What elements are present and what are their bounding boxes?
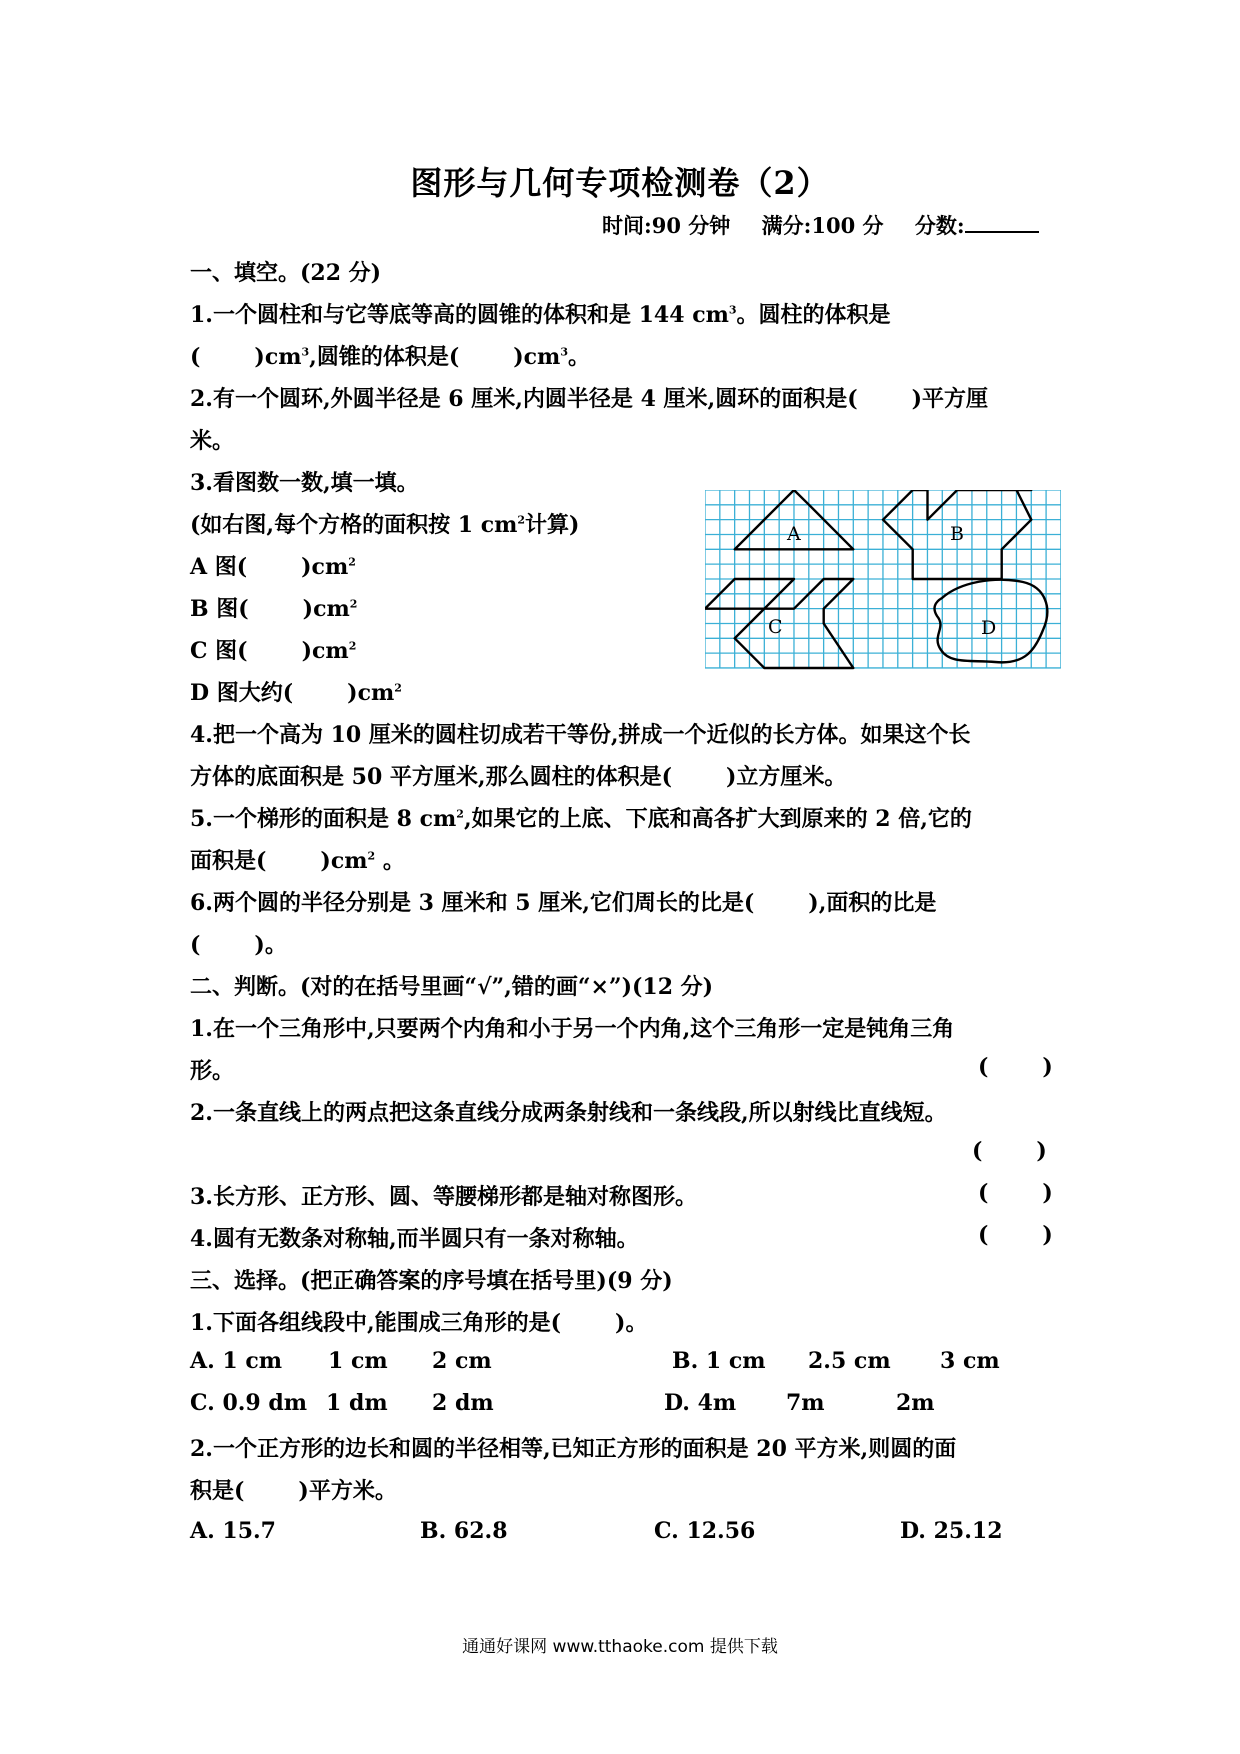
s1-question-1-answers: ( )$cm^3$,圆锥的体积是( )$cm^3$。 bbox=[190, 344, 591, 370]
s3-q1-option-a[interactable]: A. 1 cm bbox=[190, 1348, 283, 1374]
s1-question-6: 6.两个圆的半径分别是 3 厘米和 5 厘米,它们周长的比是( ),面积的比是 bbox=[190, 890, 937, 916]
s1-q3-b: B 图( )$cm^2$ bbox=[190, 596, 358, 622]
section3-heading: 三、选择。(把正确答案的序号填在括号里)(9 分) bbox=[190, 1268, 673, 1294]
s2-question-1-cont: 形。 bbox=[190, 1058, 235, 1084]
shape-label-a: A bbox=[787, 523, 801, 545]
s3-q1-option-a-3: 2 cm bbox=[432, 1348, 492, 1374]
score-label: 分数: bbox=[914, 213, 965, 238]
s1-question-5-cont: 面积是( )$cm^2$ 。 bbox=[190, 848, 405, 874]
s1-question-4-cont: 方体的底面积是 50 平方厘米,那么圆柱的体积是( )立方厘米。 bbox=[190, 764, 847, 790]
shape-label-d: D bbox=[981, 617, 997, 639]
s3-q1-option-b-3: 3 cm bbox=[940, 1348, 1000, 1374]
s3-q2-option-b[interactable]: B. 62.8 bbox=[420, 1518, 508, 1544]
s3-q1-option-c-2: 1 dm bbox=[326, 1390, 388, 1416]
s1-question-6-cont: ( )。 bbox=[190, 932, 287, 958]
s3-q1-option-c[interactable]: C. 0.9 dm bbox=[190, 1390, 308, 1416]
s1-q3-c: C 图( )$cm^2$ bbox=[190, 638, 357, 664]
s1-question-3-note: (如右图,每个方格的面积按 1 $cm^2$计算) bbox=[190, 512, 580, 538]
s2-question-3: 3.长方形、正方形、圆、等腰梯形都是轴对称图形。 bbox=[190, 1184, 697, 1210]
s2-question-2: 2.一条直线上的两点把这条直线分成两条射线和一条线段,所以射线比直线短。 bbox=[190, 1100, 947, 1126]
section2-heading: 二、判断。(对的在括号里画“√”,错的画“×”)(12 分) bbox=[190, 974, 714, 1000]
exam-time: 时间:90 分钟 bbox=[602, 213, 731, 238]
exam-full-score: 满分:100 分 bbox=[761, 213, 884, 238]
exam-meta bbox=[602, 210, 1039, 240]
s1-q3-d: D 图大约( )$cm^2$ bbox=[190, 680, 402, 706]
s3-q1-option-b-2: 2.5 cm bbox=[808, 1348, 891, 1374]
s1-question-4: 4.把一个高为 10 厘米的圆柱切成若干等份,拼成一个近似的长方体。如果这个长 bbox=[190, 722, 971, 748]
s3-q1-option-c-3: 2 dm bbox=[432, 1390, 494, 1416]
s1-question-5: 5.一个梯形的面积是 8 $cm^2$,如果它的上底、下底和高各扩大到原来的 2 倍,它的 bbox=[190, 806, 972, 832]
section1-heading: 一、填空。(22 分) bbox=[190, 260, 382, 286]
s3-q2-option-d[interactable]: D. 25.12 bbox=[900, 1518, 1003, 1544]
s3-question-1: 1.下面各组线段中,能围成三角形的是( )。 bbox=[190, 1310, 648, 1336]
shape-label-c: C bbox=[768, 616, 783, 638]
footer-credit: 通通好课网 www.tthaoke.com 提供下载 bbox=[462, 1637, 778, 1657]
s2-q3-answer[interactable]: ( ) bbox=[978, 1180, 1053, 1206]
s3-q1-option-d-2: 7m bbox=[786, 1390, 825, 1416]
grid-figure bbox=[705, 490, 1061, 670]
s1-question-3: 3.看图数一数,填一填。 bbox=[190, 470, 419, 496]
s3-q1-option-d[interactable]: D. 4m bbox=[664, 1390, 737, 1416]
s2-q2-answer[interactable]: ( ) bbox=[972, 1138, 1047, 1164]
s3-q2-option-a[interactable]: A. 15.7 bbox=[190, 1518, 276, 1544]
s1-question-1: 1.一个圆柱和与它等底等高的圆锥的体积和是 144 $cm^3$。圆柱的体积是 bbox=[190, 302, 891, 328]
s3-q1-option-a-2: 1 cm bbox=[328, 1348, 388, 1374]
s1-question-2-cont: 米。 bbox=[190, 428, 235, 454]
s3-question-2-cont: 积是( )平方米。 bbox=[190, 1478, 397, 1504]
s3-q1-option-d-3: 2m bbox=[896, 1390, 935, 1416]
s2-q4-answer[interactable]: ( ) bbox=[978, 1222, 1053, 1248]
s2-question-4: 4.圆有无数条对称轴,而半圆只有一条对称轴。 bbox=[190, 1226, 639, 1252]
page-title: 图形与几何专项检测卷（2） bbox=[410, 164, 830, 202]
score-blank[interactable] bbox=[965, 213, 1039, 233]
s1-question-2: 2.有一个圆环,外圆半径是 6 厘米,内圆半径是 4 厘米,圆环的面积是( )平方厘 bbox=[190, 386, 989, 412]
s3-question-2: 2.一个正方形的边长和圆的半径相等,已知正方形的面积是 20 平方米,则圆的面 bbox=[190, 1436, 957, 1462]
s3-q2-option-c[interactable]: C. 12.56 bbox=[654, 1518, 756, 1544]
s3-q1-option-b[interactable]: B. 1 cm bbox=[672, 1348, 766, 1374]
s2-question-1: 1.在一个三角形中,只要两个内角和小于另一个内角,这个三角形一定是钝角三角 bbox=[190, 1016, 955, 1042]
shape-label-b: B bbox=[950, 523, 964, 545]
s2-q1-answer[interactable]: ( ) bbox=[978, 1054, 1053, 1080]
s1-q3-a: A 图( )$cm^2$ bbox=[190, 554, 356, 580]
